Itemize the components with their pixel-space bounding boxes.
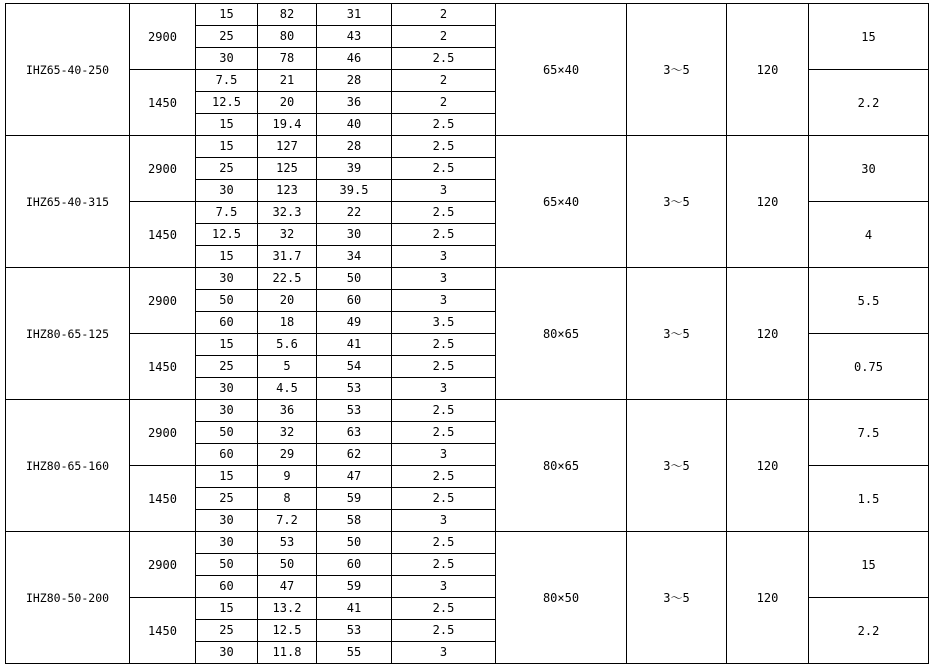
efficiency-cell: 31 [317, 4, 392, 26]
head-cell: 5 [258, 356, 317, 378]
param-a-cell: 3～5 [627, 136, 727, 268]
npsh-cell: 2.5 [392, 422, 496, 444]
flow-cell: 30 [196, 510, 258, 532]
efficiency-cell: 28 [317, 70, 392, 92]
head-cell: 20 [258, 92, 317, 114]
npsh-cell: 2 [392, 26, 496, 48]
model-cell: IHZ80-65-125 [6, 268, 130, 400]
efficiency-cell: 62 [317, 444, 392, 466]
table-row [6, 400, 929, 422]
flow-cell: 30 [196, 378, 258, 400]
flow-cell: 25 [196, 26, 258, 48]
speed-cell: 1450 [130, 466, 196, 532]
npsh-cell: 2.5 [392, 488, 496, 510]
efficiency-cell: 43 [317, 26, 392, 48]
npsh-cell: 2.5 [392, 532, 496, 554]
npsh-cell: 3 [392, 444, 496, 466]
head-cell: 20 [258, 290, 317, 312]
npsh-cell: 2.5 [392, 136, 496, 158]
efficiency-cell: 63 [317, 422, 392, 444]
param-a-cell: 3～5 [627, 268, 727, 400]
head-cell: 32.3 [258, 202, 317, 224]
efficiency-cell: 60 [317, 554, 392, 576]
npsh-cell: 3 [392, 510, 496, 532]
flow-cell: 15 [196, 136, 258, 158]
param-b-cell: 120 [727, 400, 809, 532]
power-cell: 2.2 [809, 598, 929, 664]
flow-cell: 15 [196, 114, 258, 136]
power-cell: 30 [809, 136, 929, 202]
efficiency-cell: 58 [317, 510, 392, 532]
param-b-cell: 120 [727, 136, 809, 268]
power-cell: 4 [809, 202, 929, 268]
npsh-cell: 2.5 [392, 202, 496, 224]
param-a-cell: 3～5 [627, 532, 727, 664]
head-cell: 123 [258, 180, 317, 202]
efficiency-cell: 50 [317, 268, 392, 290]
flow-cell: 30 [196, 532, 258, 554]
flow-cell: 50 [196, 422, 258, 444]
pump-spec-table [5, 3, 929, 664]
efficiency-cell: 60 [317, 290, 392, 312]
flow-cell: 7.5 [196, 202, 258, 224]
efficiency-cell: 50 [317, 532, 392, 554]
flow-cell: 12.5 [196, 224, 258, 246]
flow-cell: 50 [196, 290, 258, 312]
model-cell: IHZ65-40-315 [6, 136, 130, 268]
head-cell: 13.2 [258, 598, 317, 620]
flow-cell: 25 [196, 158, 258, 180]
efficiency-cell: 30 [317, 224, 392, 246]
param-b-cell: 120 [727, 532, 809, 664]
flow-cell: 12.5 [196, 92, 258, 114]
npsh-cell: 2.5 [392, 554, 496, 576]
power-cell: 5.5 [809, 268, 929, 334]
efficiency-cell: 40 [317, 114, 392, 136]
npsh-cell: 2.5 [392, 598, 496, 620]
flow-cell: 7.5 [196, 70, 258, 92]
flow-cell: 30 [196, 180, 258, 202]
flow-cell: 30 [196, 268, 258, 290]
speed-cell: 2900 [130, 400, 196, 466]
caliber-cell: 80×50 [496, 532, 627, 664]
head-cell: 4.5 [258, 378, 317, 400]
efficiency-cell: 53 [317, 378, 392, 400]
table-row [6, 532, 929, 554]
power-cell: 2.2 [809, 70, 929, 136]
npsh-cell: 2.5 [392, 620, 496, 642]
head-cell: 32 [258, 422, 317, 444]
speed-cell: 1450 [130, 70, 196, 136]
efficiency-cell: 53 [317, 400, 392, 422]
model-cell: IHZ80-50-200 [6, 532, 130, 664]
head-cell: 22.5 [258, 268, 317, 290]
efficiency-cell: 54 [317, 356, 392, 378]
head-cell: 82 [258, 4, 317, 26]
power-cell: 0.75 [809, 334, 929, 400]
flow-cell: 60 [196, 312, 258, 334]
efficiency-cell: 41 [317, 598, 392, 620]
efficiency-cell: 59 [317, 576, 392, 598]
speed-cell: 1450 [130, 202, 196, 268]
head-cell: 127 [258, 136, 317, 158]
flow-cell: 15 [196, 4, 258, 26]
npsh-cell: 2.5 [392, 334, 496, 356]
efficiency-cell: 39.5 [317, 180, 392, 202]
efficiency-cell: 46 [317, 48, 392, 70]
flow-cell: 25 [196, 620, 258, 642]
efficiency-cell: 47 [317, 466, 392, 488]
efficiency-cell: 59 [317, 488, 392, 510]
flow-cell: 60 [196, 444, 258, 466]
speed-cell: 1450 [130, 334, 196, 400]
param-a-cell: 3～5 [627, 400, 727, 532]
efficiency-cell: 36 [317, 92, 392, 114]
npsh-cell: 2.5 [392, 48, 496, 70]
npsh-cell: 2.5 [392, 356, 496, 378]
efficiency-cell: 34 [317, 246, 392, 268]
speed-cell: 2900 [130, 136, 196, 202]
efficiency-cell: 49 [317, 312, 392, 334]
flow-cell: 25 [196, 488, 258, 510]
head-cell: 36 [258, 400, 317, 422]
npsh-cell: 2.5 [392, 224, 496, 246]
efficiency-cell: 28 [317, 136, 392, 158]
npsh-cell: 3 [392, 268, 496, 290]
caliber-cell: 65×40 [496, 136, 627, 268]
param-a-cell: 3～5 [627, 4, 727, 136]
model-cell: IHZ80-65-160 [6, 400, 130, 532]
param-b-cell: 120 [727, 268, 809, 400]
speed-cell: 2900 [130, 268, 196, 334]
caliber-cell: 65×40 [496, 4, 627, 136]
npsh-cell: 2.5 [392, 400, 496, 422]
head-cell: 8 [258, 488, 317, 510]
efficiency-cell: 53 [317, 620, 392, 642]
npsh-cell: 3 [392, 180, 496, 202]
head-cell: 78 [258, 48, 317, 70]
head-cell: 5.6 [258, 334, 317, 356]
npsh-cell: 3 [392, 246, 496, 268]
npsh-cell: 3 [392, 378, 496, 400]
head-cell: 21 [258, 70, 317, 92]
head-cell: 29 [258, 444, 317, 466]
flow-cell: 30 [196, 400, 258, 422]
power-cell: 15 [809, 532, 929, 598]
npsh-cell: 3.5 [392, 312, 496, 334]
head-cell: 125 [258, 158, 317, 180]
npsh-cell: 2.5 [392, 114, 496, 136]
table-row [6, 136, 929, 158]
speed-cell: 2900 [130, 4, 196, 70]
efficiency-cell: 22 [317, 202, 392, 224]
flow-cell: 30 [196, 642, 258, 664]
npsh-cell: 2 [392, 4, 496, 26]
npsh-cell: 2 [392, 70, 496, 92]
head-cell: 47 [258, 576, 317, 598]
flow-cell: 15 [196, 334, 258, 356]
flow-cell: 50 [196, 554, 258, 576]
caliber-cell: 80×65 [496, 400, 627, 532]
speed-cell: 2900 [130, 532, 196, 598]
head-cell: 11.8 [258, 642, 317, 664]
head-cell: 18 [258, 312, 317, 334]
flow-cell: 15 [196, 466, 258, 488]
flow-cell: 15 [196, 598, 258, 620]
power-cell: 7.5 [809, 400, 929, 466]
npsh-cell: 3 [392, 576, 496, 598]
npsh-cell: 2 [392, 92, 496, 114]
table-row [6, 4, 929, 26]
head-cell: 31.7 [258, 246, 317, 268]
head-cell: 32 [258, 224, 317, 246]
head-cell: 12.5 [258, 620, 317, 642]
npsh-cell: 2.5 [392, 466, 496, 488]
caliber-cell: 80×65 [496, 268, 627, 400]
head-cell: 53 [258, 532, 317, 554]
npsh-cell: 2.5 [392, 158, 496, 180]
head-cell: 80 [258, 26, 317, 48]
power-cell: 1.5 [809, 466, 929, 532]
npsh-cell: 3 [392, 290, 496, 312]
power-cell: 15 [809, 4, 929, 70]
table-row [6, 268, 929, 290]
npsh-cell: 3 [392, 642, 496, 664]
speed-cell: 1450 [130, 598, 196, 664]
flow-cell: 15 [196, 246, 258, 268]
param-b-cell: 120 [727, 4, 809, 136]
efficiency-cell: 55 [317, 642, 392, 664]
efficiency-cell: 39 [317, 158, 392, 180]
head-cell: 19.4 [258, 114, 317, 136]
flow-cell: 25 [196, 356, 258, 378]
head-cell: 9 [258, 466, 317, 488]
flow-cell: 30 [196, 48, 258, 70]
head-cell: 50 [258, 554, 317, 576]
head-cell: 7.2 [258, 510, 317, 532]
flow-cell: 60 [196, 576, 258, 598]
efficiency-cell: 41 [317, 334, 392, 356]
model-cell: IHZ65-40-250 [6, 4, 130, 136]
